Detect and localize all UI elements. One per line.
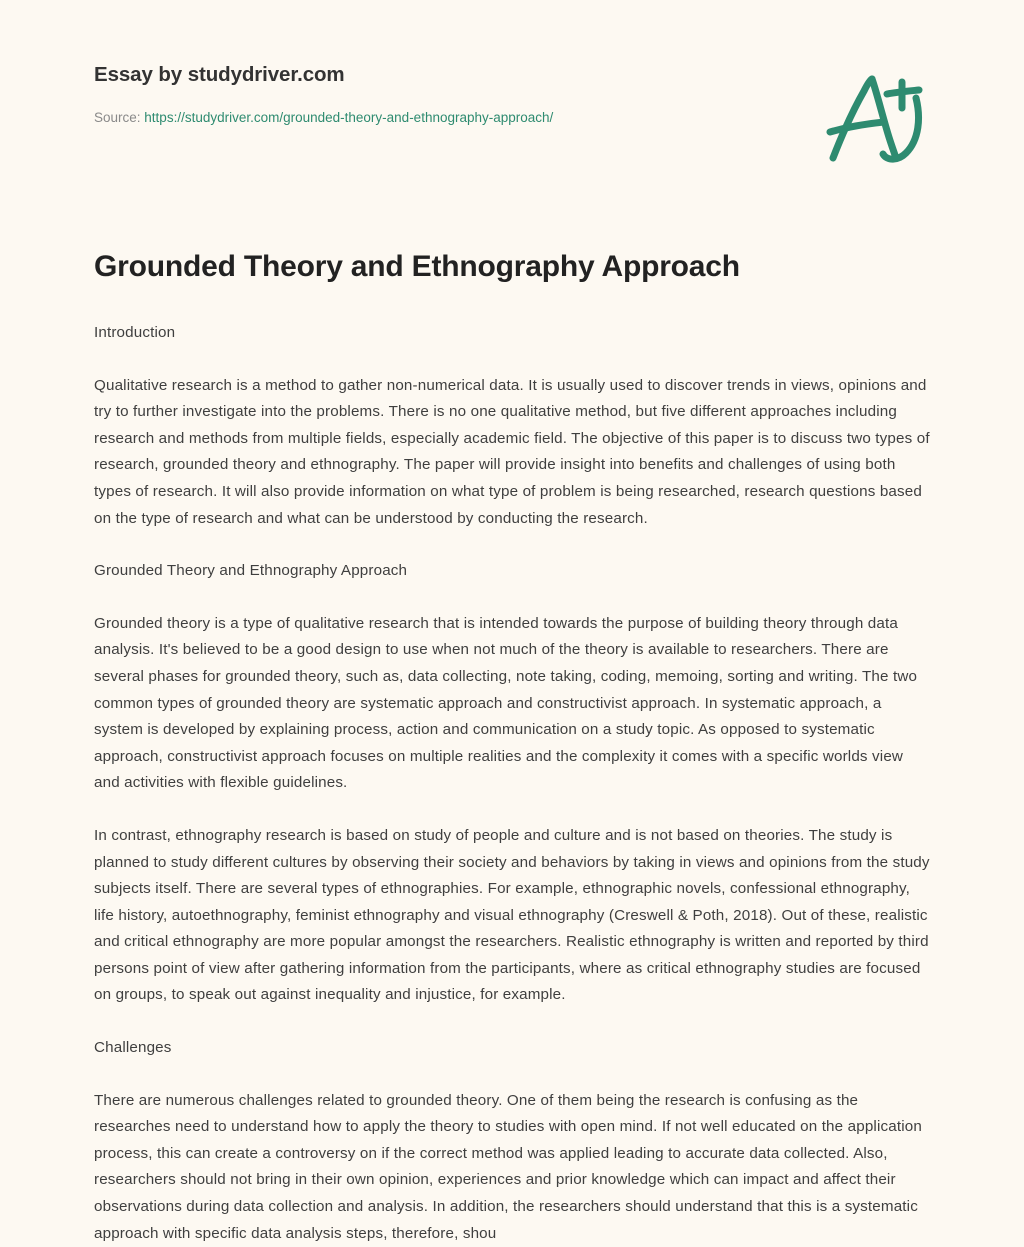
source-line [94,108,794,127]
section-heading: Introduction [94,324,176,341]
body-paragraph: In contrast, ethnography research is based on study of people and culture and is not based on theories. The study is planned to study different cultures by observing their society and behaviors by taking in views and opinions from the study subjects itself. There are several types of ethnographies. For example, ethnographic novels, confessional ethnography, life history, autoethnography, feminist ethnography and visual ethnography (Creswell & Poth, 2018). Out of these, realistic and critical ethnography are more popular amongst the researchers. Realistic ethnography is written and reported by third persons point of view after gathering information from the participants, where as critical ethnography studies are focused on groups, to speak out against inequality and injustice, for example. [94,826,930,1004]
section-heading: Grounded Theory and Ethnography Approach [94,562,408,580]
body-paragraph: Grounded theory is a type of qualitative research that is intended towards the purpose of building theory through data analysis. It's believed to be a good design to use when not much of the theory is available to researchers. There are several phases for grounded theory, such as, data collecting, note taking, coding, memoing, sorting and writing. The two common types of grounded theory are systematic approach and constructivist approach. In systematic approach, a system is developed by explaining process, action and communication on a study topic. As opposed to systematic approach, constructivist approach focuses on multiple realities and the complexity it comes with a specific worlds view and activities with flexible guidelines. [94,614,918,792]
body-paragraph: There are numerous challenges related to grounded theory. One of them being the research is confusing as the researches need to understand how to apply the theory to studies with open mind. If not well educated on the application process, this can create a controversy on if the correct method was applied leading to accurate data collected. Also, researchers should not bring in their own opinion, experiences and prior knowledge which can impact and affect their observations during data collection and analysis. In addition, the researchers should understand that this is a systematic approach with specific data analysis steps, therefore, shou [94,1091,922,1242]
document-header [0,0,1024,200]
source-label: Source: [94,110,141,125]
source-url-link[interactable]: https://studydriver.com/grounded-theory-and-ethnography-approach/ [144,110,554,125]
section-heading: Challenges [94,1039,172,1057]
document-blocks [94,320,930,1247]
document-body [94,248,930,1247]
page-title: Grounded Theory and Ethnography Approach [94,250,740,283]
body-paragraph: Qualitative research is a method to gather non-numerical data. It is usually used to discover trends in views, opinions and try to further investigate into the problems. There is no one qualitative method, but five different approaches including research and methods from multiple fields, especially academic field. The objective of this paper is to discuss two types of research, grounded theory and ethnography. The paper will provide insight into benefits and challenges of using both types of research. It will also provide information on what type of problem is being researched, research questions based on the type of research and what can be understood by conducting the research. [94,376,930,527]
brand-title: Essay by studydriver.com [94,63,345,86]
a-plus-logo [820,66,932,170]
a-plus-logo-icon [820,66,932,170]
brand-block [94,62,794,127]
